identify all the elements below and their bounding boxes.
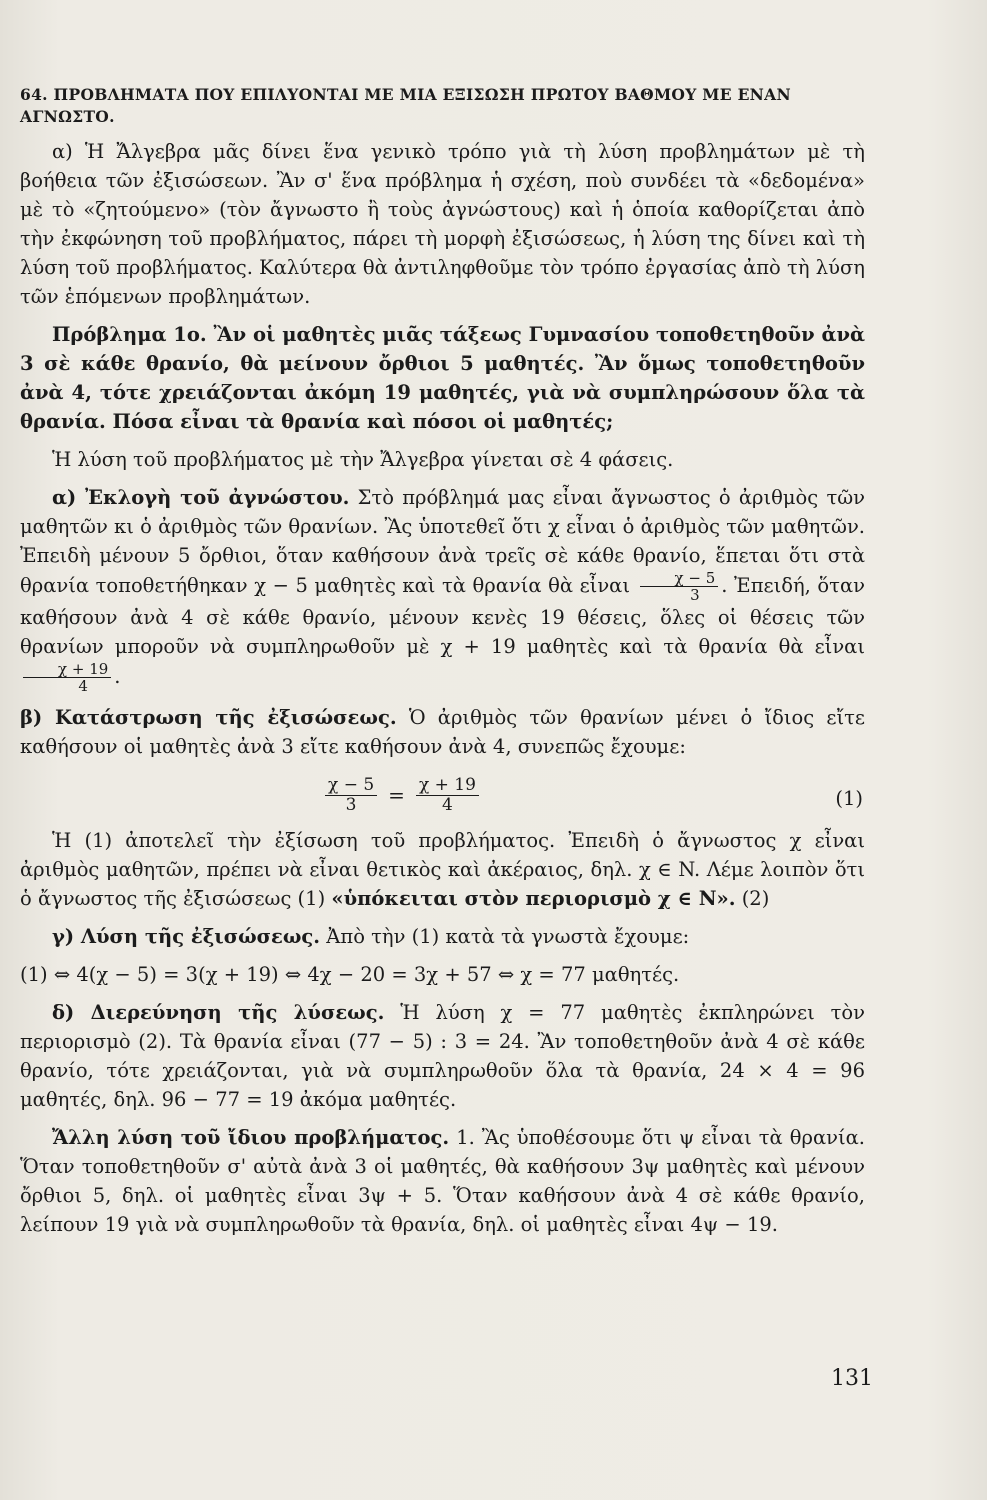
equation-1-line [20,770,865,822]
step-c-title: γ) Λύση τῆς ἐξισώσεως. [52,925,321,948]
problem-statement: Πρόβλημα 1ο. Ἂν οἱ μαθητὲς μιᾶς τάξεως Γυμνασίου τοποθετηθοῦν ἀνὰ 3 σὲ κάθε θρανίο, θὰ μείνουν ὄρθιοι 5 μαθητές. Ἂν ὅμως τοποθετηθοῦν ἀνὰ 4, τότε χρειάζονται ἀκόμη 19 μαθητές, γιὰ νὰ συμπληρώσουν ὅλα τὰ θρανία. Πόσα εἶναι τὰ θρανία καὶ πόσοι οἱ μαθητές; [20,323,865,433]
equation-1 [322,776,482,815]
fraction-numerator: χ + 19 [23,661,111,678]
step-c-paragraph [20,922,865,951]
page-number: 131 [831,1366,873,1391]
constraint-paragraph [20,826,865,913]
equation-tag: (1) [835,787,863,810]
alt-solution-title: Ἄλλη λύση τοῦ ἴδιου προβλήματος. [52,1126,450,1149]
step-d-text: Ἡ λύση χ = 77 μαθητὲς ἐκπληρώνει τὸν περιορισμὸ (2). Τὰ θρανία εἶναι (77 − 5) : 3 = 24. Ἂν τοποθετηθοῦν ἀνὰ 4 σὲ κάθε θρανίο, τότε χρειάζονται, γιὰ νὰ συμπληρωθοῦν ὅλα τὰ θρανία, 24 × 4 = 96 μαθητές, δηλ. 96 − 77 = 19 ἀκόμα μαθητές. [20,1001,866,1111]
fraction-denominator: 4 [78,677,88,695]
step-d-title: δ) Διερεύνηση τῆς λύσεως. [52,1001,385,1024]
equation-left-fraction [325,776,377,815]
equals-sign: = [388,783,405,807]
equation-right-fraction [416,776,479,815]
constraint-bold: «ὑπόκειται στὸν περιορισμὸ χ ∈ N». [331,887,736,910]
phases-sentence: Ἡ λύση τοῦ προβλήματος μὲ τὴν Ἄλγεβρα γίνεται σὲ 4 φάσεις. [52,448,674,471]
step-d-paragraph [20,998,865,1114]
fraction-numerator: χ − 5 [640,570,719,587]
fraction-denominator: 4 [442,795,453,815]
alt-solution-paragraph [20,1123,865,1239]
step-a-text-1: Στὸ πρόβλημά μας εἶναι ἄγνωστος ὁ ἀριθμὸς τῶν μαθητῶν κι ὁ ἀριθμὸς τῶν θρανίων. Ἂς ὑποτεθεῖ ὅτι χ εἶναι ὁ ἀριθμὸς τῶν μαθητῶν. Ἐπειδὴ μένουν 5 ὄρθιοι, ὅταν καθήσουν ἀνὰ τρεῖς σὲ κάθε θρανίο, ἕπεται ὅτι στὰ θρανία τοποθετήθηκαν χ − 5 μαθητὲς καὶ τὰ θρανία θὰ εἶναι [20,486,865,597]
constraint-text-2: (2) [735,887,770,910]
section-heading: 64. ΠΡΟΒΛΗΜΑΤΑ ΠΟΥ ΕΠΙΛΥΟΝΤΑΙ ΜΕ ΜΙΑ ΕΞΙΣΩΣΗ ΠΡΩΤΟΥ ΒΑΘΜΟΥ ΜΕ ΕΝΑΝ ΑΓΝΩΣΤΟ. [20,85,791,126]
intro-paragraph: α) Ἡ Ἄλγεβρα μᾶς δίνει ἕνα γενικὸ τρόπο γιὰ τὴ λύση προβλημάτων μὲ τὴ βοήθεια τῶν ἐξισώσεων. Ἂν σ' ἕνα πρόβλημα ἡ σχέση, ποὺ συνδέει τὰ «δεδομένα» μὲ τὸ «ζητούμενο» (τὸν ἄγνωστο ἢ τοὺς ἀγνώστους) καὶ ἡ ὁποία καθορίζεται ἀπὸ τὴν ἐκφώνηση τοῦ προβλήματος, πάρει τὴ μορφὴ ἐξισώσεως, ἡ λύση της δίνει καὶ τὴ λύση τοῦ προβλήματος. Καλύτερα θὰ ἀντιληφθοῦμε τὸν τρόπο ἐργασίας ἀπὸ τὴ λύση τῶν ἑπόμενων προβλημάτων. [20,140,865,308]
fraction-denominator: 3 [345,795,357,815]
constraint-text-1: Ἡ (1) ἀποτελεῖ τὴν ἐξίσωση τοῦ προβλήματος. Ἐπειδὴ ὁ ἄγνωστος χ εἶναι ἀριθμὸς μαθητῶν, πρέπει νὰ εἶναι θετικὸς καὶ ἀκέραιος, δηλ. χ ∈ N. Λέμε λοιπὸν ὅτι ὁ ἄγνωστος τῆς ἐξισώσεως (1) [20,829,865,910]
fraction-benches-by-4 [23,661,111,694]
step-b-text: Ὁ ἀριθμὸς τῶν θρανίων μένει ὁ ἴδιος εἴτε καθήσουν οἱ μαθητὲς ἀνὰ 3 εἴτε καθήσουν ἀνὰ 4, συνεπῶς ἔχουμε: [20,706,865,758]
text-column [20,84,865,1248]
step-a-title: α) Ἐκλογὴ τοῦ ἀγνώστου. [52,486,350,509]
fraction-benches-by-3 [640,570,719,603]
fraction-denominator: 3 [690,586,700,604]
alt-solution-text: 1. Ἂς ὑποθέσουμε ὅτι ψ εἶναι τὰ θρανία. Ὅταν τοποθετηθοῦν σ' αὐτὰ ἀνὰ 3 οἱ μαθητές, θὰ καθήσουν 3ψ μαθητὲς καὶ μένουν ὄρθιοι 5, δηλ. οἱ μαθητὲς εἶναι 3ψ + 5. Ὅταν καθήσουν ἀνὰ 4 σὲ κάθε θρανίο, λείπουν 19 γιὰ νὰ συμπληρωθοῦν τὰ θρανία, δηλ. οἱ μαθητὲς εἶναι 4ψ − 19. [20,1126,865,1236]
solution-equation: (1) ⇔ 4(χ − 5) = 3(χ + 19) ⇔ 4χ − 20 = 3χ + 57 ⇔ χ = 77 μαθητές. [20,963,680,986]
fraction-numerator: χ − 5 [325,776,377,796]
step-b-paragraph [20,703,865,761]
step-b-title: β) Κατάστρωση τῆς ἐξισώσεως. [20,706,397,729]
step-a-paragraph [20,483,865,694]
fraction-numerator: χ + 19 [416,776,479,796]
step-c-text: Ἀπὸ τὴν (1) κατὰ τὰ γνωστὰ ἔχουμε: [320,925,690,948]
step-a-text-2: . Ἐπειδή, ὅταν καθήσουν ἀνὰ 4 σὲ κάθε θρανίο, μένουν κενὲς 19 θέσεις, ὅλες οἱ θέσεις τῶν θρανίων μποροῦν νὰ συμπληρωθοῦν μὲ χ + 19 μαθητὲς καὶ τὰ θρανία θὰ εἶναι [20,574,865,658]
step-a-text-3: . [114,665,121,688]
